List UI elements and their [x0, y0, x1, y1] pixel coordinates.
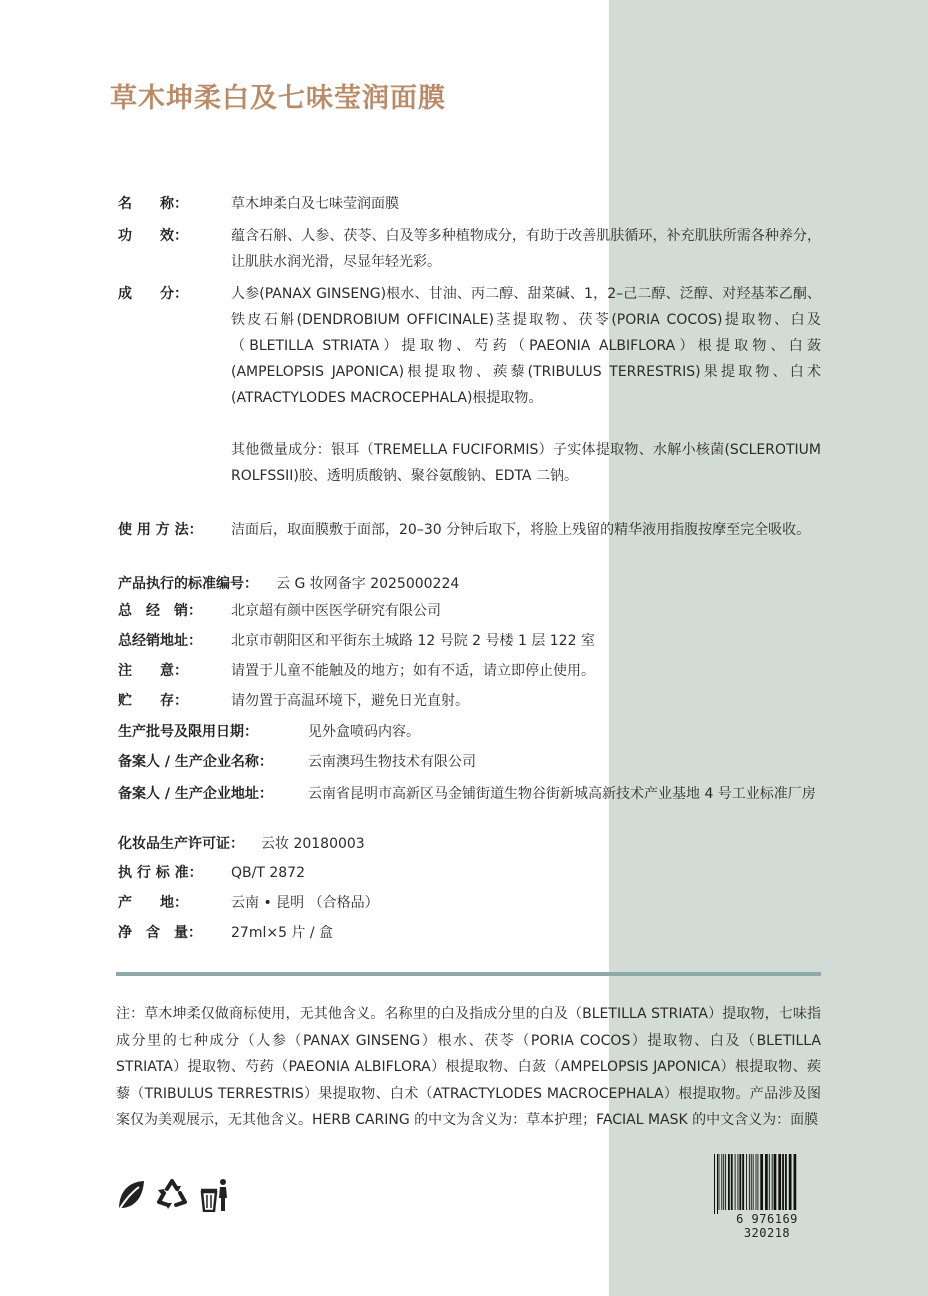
barcode-bar	[719, 1154, 720, 1210]
barcode-bar	[794, 1154, 797, 1210]
barcode-bar	[728, 1154, 730, 1210]
spec-value: 请置于儿童不能触及的地方；如有不适，请立即停止使用。	[231, 663, 595, 679]
spec-value: 云 G 妆网备字 2025000224	[276, 576, 460, 592]
barcode-bar	[717, 1154, 718, 1214]
barcode-bar	[760, 1154, 763, 1210]
spec-value: 云南 • 昆明 （合格品）	[231, 895, 379, 911]
spec-value: 云妆 20180003	[261, 836, 365, 852]
spec-label: 注 意：	[118, 663, 188, 679]
barcode-bar	[725, 1154, 726, 1210]
ingredients-block	[231, 281, 821, 489]
spec-label: 名 称：	[118, 196, 188, 212]
barcode-bar	[757, 1154, 758, 1210]
spec-value: 洁面后，取面膜敷于面部，20–30 分钟后取下，将脸上残留的精华液用指腹按摩至完全吸收。	[231, 522, 811, 538]
barcode-bar	[721, 1154, 722, 1210]
barcode-bar	[751, 1154, 752, 1210]
spec-label: 总 经 销：	[118, 603, 202, 619]
leaf-icon	[116, 1178, 146, 1212]
barcode-bar	[756, 1154, 757, 1210]
barcode-bar	[765, 1154, 768, 1210]
barcode-bar	[778, 1154, 781, 1210]
spec-value: 见外盒喷码内容。	[308, 724, 420, 740]
barcode-bar	[785, 1154, 787, 1210]
barcode	[712, 1154, 822, 1240]
barcode-bar	[723, 1154, 724, 1210]
barcode-bar	[738, 1154, 739, 1210]
spec-value: 北京市朝阳区和平街东土城路 12 号院 2 号楼 1 层 122 室	[231, 633, 595, 649]
spec-value: 云南澳玛生物技术有限公司	[308, 754, 476, 770]
spec-label: 成 分：	[118, 286, 188, 302]
spec-label: 产品执行的标准编号：	[118, 576, 258, 592]
spec-label: 使 用 方 法：	[118, 522, 203, 538]
ingredients-main: 人参(PANAX GINSENG)根水、甘油、丙二醇、甜菜碱、1，2–己二醇、泛醇、对羟基苯乙酮、铁皮石斛(DENDROBIUM OFFICINALE)茎提取物、茯苓(PORIA COCOS)提取物、白及（BLETILLA STRIATA）提取物、芍药（PAEONIA ALBIFLORA）根提取物、白蔹(AMPELOPSIS JAPONICA)根提取物、蒺藜(TRIBULUS TERRESTRIS)果提取物、白术(ATRACTYLODES MACROCEPHALA)根提取物。	[231, 286, 821, 406]
barcode-bar	[714, 1154, 715, 1214]
trash-bin-icon	[200, 1178, 230, 1212]
barcode-bar	[749, 1154, 750, 1210]
spec-value: 北京超有颜中医医学研究有限公司	[231, 603, 441, 619]
spec-label: 备案人 / 生产企业地址：	[118, 786, 273, 802]
spec-value: 请勿置于高温环境下，避免日光直射。	[231, 693, 469, 709]
spec-value: 蕴含石斛、人参、茯苓、白及等多种植物成分，有助于改善肌肤循环，补充肌肤所需各种养分，让肌肤水润光滑，尽显年轻光彩。	[231, 228, 821, 270]
barcode-bar	[789, 1154, 792, 1210]
recycle-icon	[156, 1178, 188, 1210]
barcode-bar	[742, 1154, 744, 1210]
spec-label: 产 地：	[118, 895, 188, 911]
spec-value: 草木坤柔白及七味莹润面膜	[231, 196, 399, 212]
barcode-bar	[772, 1154, 773, 1210]
divider-rule	[116, 972, 821, 976]
product-title: 草木坤柔白及七味莹润面膜	[110, 83, 446, 114]
spec-label: 功 效：	[118, 228, 188, 244]
barcode-bars	[712, 1154, 822, 1214]
barcode-bar	[753, 1154, 754, 1210]
barcode-bar	[782, 1154, 784, 1210]
spec-value: 云南省昆明市高新区马金铺街道生物谷街新城高新技术产业基地 4 号工业标准厂房	[308, 786, 816, 802]
spec-label: 净 含 量：	[118, 925, 202, 941]
spec-label: 备案人 / 生产企业名称：	[118, 754, 273, 770]
spec-label: 总经销地址：	[118, 633, 202, 649]
spec-value: 27ml×5 片 / 盒	[231, 925, 334, 941]
barcode-bar	[769, 1154, 770, 1210]
spec-label: 执 行 标 准：	[118, 865, 203, 881]
spec-label: 生产批号及限用日期：	[118, 724, 258, 740]
barcode-bar	[735, 1154, 736, 1210]
spec-label: 化妆品生产许可证：	[118, 836, 244, 852]
barcode-bar	[746, 1154, 747, 1210]
barcode-number: 6 976169 320218	[736, 1212, 798, 1240]
spec-value: QB/T 2872	[231, 865, 305, 881]
spec-label: 贮 存：	[118, 693, 188, 709]
barcode-bar	[739, 1154, 741, 1210]
barcode-bar	[774, 1154, 777, 1210]
footnote: 注：草木坤柔仅做商标使用，无其他含义。名称里的白及指成分里的白及（BLETILLA STRIATA）提取物，七味指成分里的七种成分（人参（PANAX GINSENG）根水、茯苓（PORIA COCOS）提取物、白及（BLETILLA STRIATA）提取物、芍药（PAEONIA ALBIFLORA）根提取物、白蔹（AMPELOPSIS JAPONICA）根提取物、蒺藜（TRIBULUS TERRESTRIS）果提取物、白术（ATRACTYLODES MACROCEPHALA）根提取物。产品涉及图案仅为美观展示，无其他含义。HERB CARING 的中文为含义为：草本护理；FACIAL MASK 的中文含义为：面膜	[116, 1006, 821, 1128]
barcode-bar	[731, 1154, 733, 1210]
ingredients-minor: 其他微量成分：银耳（TREMELLA FUCIFORMIS）子实体提取物、水解小核菌(SCLEROTIUM ROLFSSII)胶、透明质酸钠、聚谷氨酸钠、EDTA 二钠。	[231, 442, 821, 484]
